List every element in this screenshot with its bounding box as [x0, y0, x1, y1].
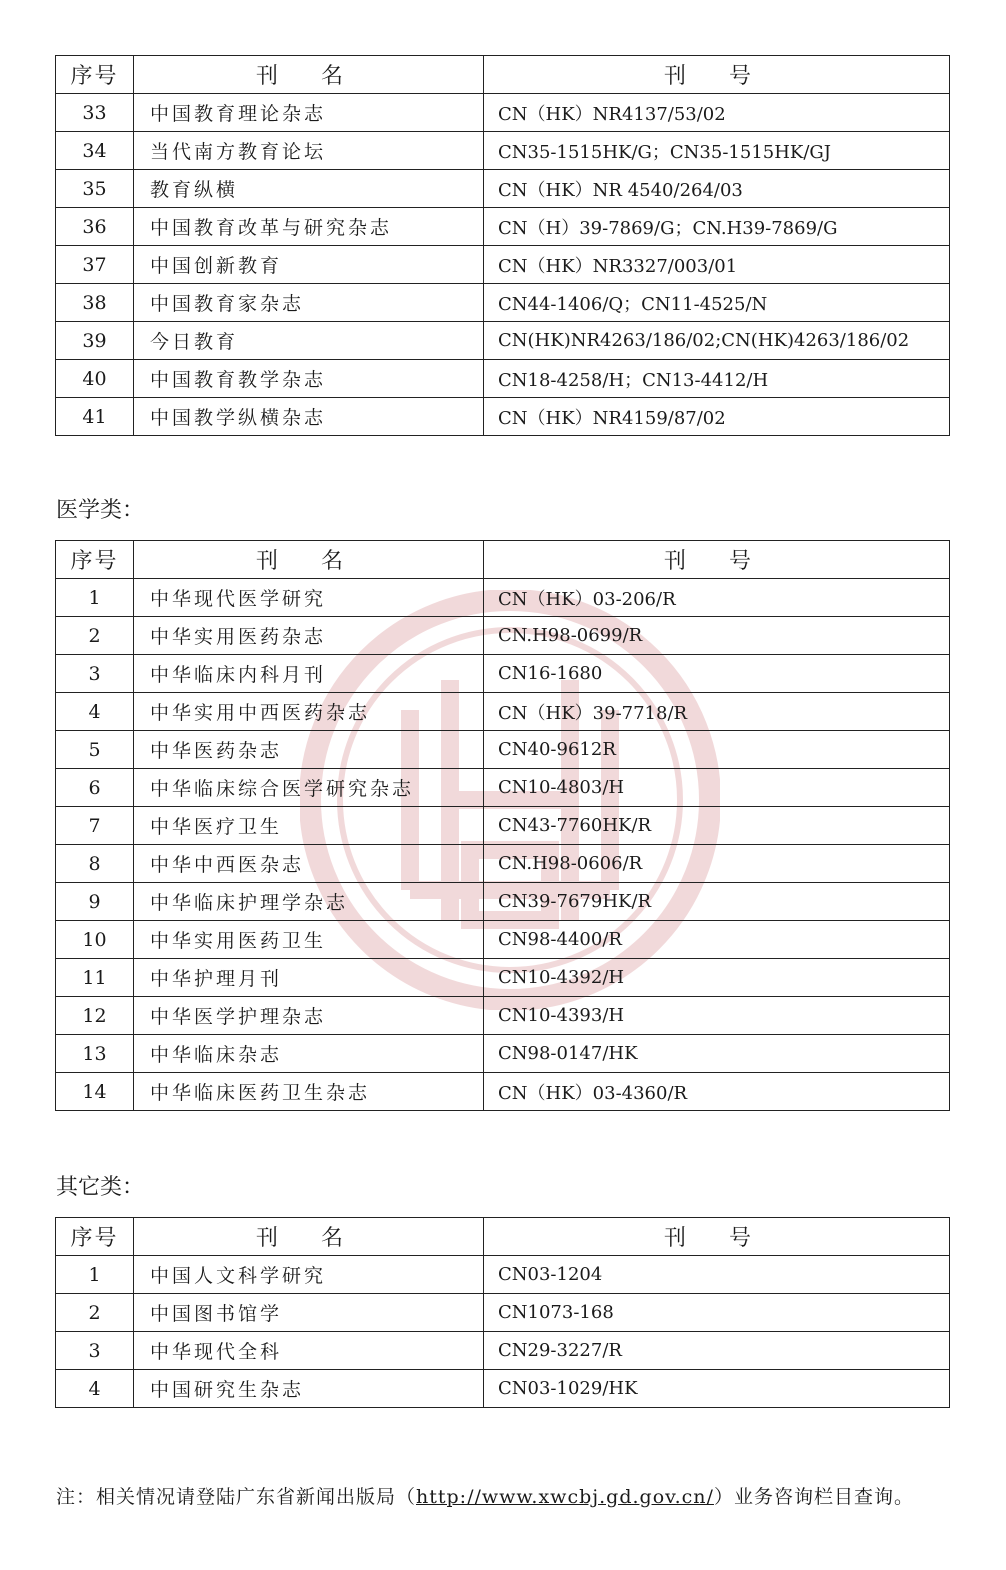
journal-name: 中华实用中西医药杂志 [134, 693, 484, 731]
journal-number: CN（HK）NR4137/53/02 [484, 94, 950, 132]
journal-name: 中华临床医药卫生杂志 [134, 1073, 484, 1111]
footnote-prefix: 注：相关情况请登陆广东省新闻出版局（ [56, 1486, 417, 1508]
section-title-medical: 医学类： [56, 498, 145, 523]
journal-name: 中华实用医药杂志 [134, 617, 484, 655]
row-index: 13 [56, 1035, 134, 1073]
table-row [56, 1370, 950, 1408]
journal-number: CN（HK）NR3327/003/01 [484, 246, 950, 284]
journal-name: 中华现代医学研究 [134, 579, 484, 617]
journal-number: CN10-4392/H [484, 959, 950, 997]
header-name: 刊 名 [134, 56, 484, 94]
row-index: 10 [56, 921, 134, 959]
table-row [56, 997, 950, 1035]
header-number: 刊 号 [484, 56, 950, 94]
footnote-link[interactable]: http://www.xwcbj.gd.gov.cn/ [416, 1486, 714, 1508]
journal-name: 中华护理月刊 [134, 959, 484, 997]
journal-number: CN（HK）NR4159/87/02 [484, 398, 950, 436]
table-row [56, 655, 950, 693]
row-index: 41 [56, 398, 134, 436]
journal-number: CN03-1029/HK [484, 1370, 950, 1408]
table-row [56, 360, 950, 398]
table-row [56, 731, 950, 769]
table-row [56, 807, 950, 845]
journal-name: 教育纵横 [134, 170, 484, 208]
row-index: 34 [56, 132, 134, 170]
table-row [56, 921, 950, 959]
journal-number: CN（HK）03-206/R [484, 579, 950, 617]
journal-number: CN35-1515HK/G；CN35-1515HK/GJ [484, 132, 950, 170]
table-row [56, 1256, 950, 1294]
journal-number: CN16-1680 [484, 655, 950, 693]
journal-name: 中国教学纵横杂志 [134, 398, 484, 436]
journal-name: 中国教育理论杂志 [134, 94, 484, 132]
header-index: 序号 [56, 1218, 134, 1256]
journal-name: 中国研究生杂志 [134, 1370, 484, 1408]
footnote-suffix: ）业务咨询栏目查询。 [713, 1486, 914, 1508]
journal-number: CN（H）39-7869/G；CN.H39-7869/G [484, 208, 950, 246]
row-index: 6 [56, 769, 134, 807]
table-row [56, 1332, 950, 1370]
row-index: 33 [56, 94, 134, 132]
journal-table-medical [55, 540, 950, 1111]
table-header-row [56, 56, 950, 94]
table-header-row [56, 541, 950, 579]
row-index: 40 [56, 360, 134, 398]
row-index: 5 [56, 731, 134, 769]
journal-number: CN98-0147/HK [484, 1035, 950, 1073]
journal-name: 中华临床护理学杂志 [134, 883, 484, 921]
header-number: 刊 号 [484, 541, 950, 579]
row-index: 35 [56, 170, 134, 208]
row-index: 3 [56, 1332, 134, 1370]
row-index: 8 [56, 845, 134, 883]
row-index: 2 [56, 1294, 134, 1332]
row-index: 2 [56, 617, 134, 655]
row-index: 39 [56, 322, 134, 360]
row-index: 37 [56, 246, 134, 284]
table-row [56, 246, 950, 284]
header-number: 刊 号 [484, 1218, 950, 1256]
header-index: 序号 [56, 541, 134, 579]
table-row [56, 769, 950, 807]
table-row [56, 94, 950, 132]
journal-number: CN44-1406/Q；CN11-4525/N [484, 284, 950, 322]
journal-table-other [55, 1217, 950, 1408]
journal-name: 今日教育 [134, 322, 484, 360]
journal-name: 中华临床杂志 [134, 1035, 484, 1073]
journal-name: 中华中西医杂志 [134, 845, 484, 883]
journal-number: CN29-3227/R [484, 1332, 950, 1370]
journal-number: CN40-9612R [484, 731, 950, 769]
journal-number: CN(HK)NR4263/186/02;CN(HK)4263/186/02 [484, 322, 950, 360]
journal-name: 当代南方教育论坛 [134, 132, 484, 170]
row-index: 12 [56, 997, 134, 1035]
journal-name: 中华现代全科 [134, 1332, 484, 1370]
table-row [56, 845, 950, 883]
row-index: 36 [56, 208, 134, 246]
header-name: 刊 名 [134, 541, 484, 579]
table-row [56, 1035, 950, 1073]
table-row [56, 1294, 950, 1332]
row-index: 14 [56, 1073, 134, 1111]
journal-name: 中国教育家杂志 [134, 284, 484, 322]
journal-number: CN（HK）NR 4540/264/03 [484, 170, 950, 208]
header-name: 刊 名 [134, 1218, 484, 1256]
row-index: 4 [56, 1370, 134, 1408]
header-index: 序号 [56, 56, 134, 94]
footnote [56, 1480, 951, 1514]
journal-name: 中华医学护理杂志 [134, 997, 484, 1035]
journal-number: CN10-4393/H [484, 997, 950, 1035]
table-row [56, 617, 950, 655]
section-title-other: 其它类： [56, 1175, 145, 1200]
row-index: 11 [56, 959, 134, 997]
table-row [56, 398, 950, 436]
table-row [56, 883, 950, 921]
journal-number: CN10-4803/H [484, 769, 950, 807]
journal-number: CN（HK）03-4360/R [484, 1073, 950, 1111]
table-row [56, 170, 950, 208]
journal-number: CN39-7679HK/R [484, 883, 950, 921]
table-row [56, 1073, 950, 1111]
table-row [56, 959, 950, 997]
row-index: 7 [56, 807, 134, 845]
table-row [56, 693, 950, 731]
journal-number: CN18-4258/H；CN13-4412/H [484, 360, 950, 398]
journal-number: CN03-1204 [484, 1256, 950, 1294]
table-row [56, 579, 950, 617]
journal-name: 中国教育改革与研究杂志 [134, 208, 484, 246]
row-index: 9 [56, 883, 134, 921]
journal-name: 中国图书馆学 [134, 1294, 484, 1332]
journal-name: 中华实用医药卫生 [134, 921, 484, 959]
row-index: 4 [56, 693, 134, 731]
row-index: 3 [56, 655, 134, 693]
table-row [56, 208, 950, 246]
journal-number: CN1073-168 [484, 1294, 950, 1332]
journal-number: CN.H98-0699/R [484, 617, 950, 655]
table-header-row [56, 1218, 950, 1256]
journal-name: 中华临床综合医学研究杂志 [134, 769, 484, 807]
journal-number: CN.H98-0606/R [484, 845, 950, 883]
row-index: 1 [56, 579, 134, 617]
journal-name: 中华医药杂志 [134, 731, 484, 769]
journal-name: 中国人文科学研究 [134, 1256, 484, 1294]
table-row [56, 284, 950, 322]
journal-number: CN98-4400/R [484, 921, 950, 959]
row-index: 1 [56, 1256, 134, 1294]
journal-name: 中华临床内科月刊 [134, 655, 484, 693]
table-row [56, 132, 950, 170]
journal-table-education [55, 55, 950, 436]
journal-number: CN（HK）39-7718/R [484, 693, 950, 731]
journal-name: 中华医疗卫生 [134, 807, 484, 845]
journal-name: 中国教育教学杂志 [134, 360, 484, 398]
table-row [56, 322, 950, 360]
journal-number: CN43-7760HK/R [484, 807, 950, 845]
row-index: 38 [56, 284, 134, 322]
journal-name: 中国创新教育 [134, 246, 484, 284]
